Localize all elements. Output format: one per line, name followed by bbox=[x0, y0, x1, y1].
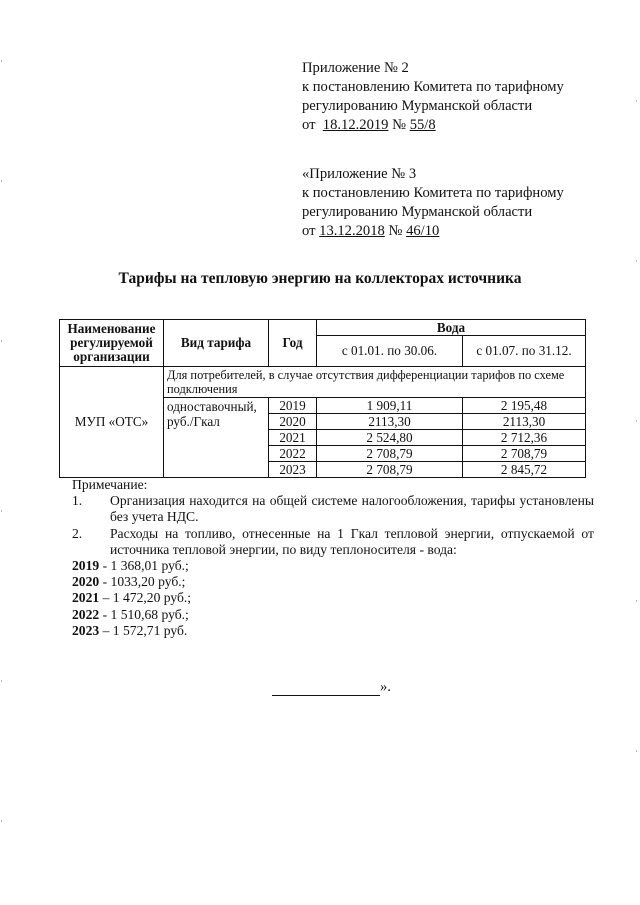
fuel-year: 2023 bbox=[72, 622, 100, 638]
note-number: 1. bbox=[72, 493, 83, 509]
header-water: Вода bbox=[317, 320, 586, 336]
row-year: 2020 bbox=[269, 414, 317, 430]
fuel-line bbox=[72, 558, 594, 574]
tariff-type: одноставочный, руб./Гкал bbox=[164, 398, 269, 478]
row-year: 2021 bbox=[269, 430, 317, 446]
header-period-1: с 01.01. по 30.06. bbox=[317, 336, 463, 367]
notes-heading: Примечание: bbox=[72, 477, 148, 492]
header-year: Год bbox=[269, 320, 317, 367]
fuel-sep: - bbox=[99, 574, 111, 590]
scan-margin-right bbox=[634, 40, 638, 860]
consumer-note: Для потребителей, в случае отсутствия дифференциации тарифов по схеме подключения bbox=[164, 367, 586, 398]
row-period-2: 2113,30 bbox=[463, 414, 586, 430]
appendix-3-header bbox=[302, 165, 564, 241]
fuel-sep: - bbox=[99, 558, 111, 574]
closing-signature-line bbox=[272, 679, 391, 696]
appendix-2-line3: регулированию Мурманской области bbox=[302, 98, 533, 114]
fuel-line bbox=[72, 607, 594, 623]
fuel-sep: – bbox=[99, 622, 113, 638]
blank-line bbox=[272, 681, 380, 696]
row-period-2: 2 708,79 bbox=[463, 446, 586, 462]
row-year: 2019 bbox=[269, 398, 317, 414]
number-sign: № bbox=[392, 117, 407, 133]
appendix-2-number: 55/8 bbox=[409, 117, 436, 133]
document-title: Тарифы на тепловую энергию на коллекторах источника bbox=[118, 270, 522, 287]
appendix-3-date: 13.12.2018 bbox=[319, 223, 385, 239]
appendix-2-title: Приложение № 2 bbox=[302, 60, 409, 76]
fuel-value: 1 368,01 руб.; bbox=[110, 558, 189, 574]
row-period-1: 2 708,79 bbox=[317, 446, 463, 462]
row-period-2: 2 195,48 bbox=[463, 398, 586, 414]
fuel-value: 1 510,68 руб.; bbox=[110, 606, 189, 622]
appendix-3-number: 46/10 bbox=[406, 223, 440, 239]
row-period-1: 2 708,79 bbox=[317, 462, 463, 478]
row-period-2: 2 845,72 bbox=[463, 462, 586, 478]
notes-section bbox=[72, 477, 594, 639]
row-period-1: 2113,30 bbox=[317, 414, 463, 430]
org-name: МУП «ОТС» bbox=[60, 367, 164, 478]
note-item bbox=[72, 526, 594, 558]
scan-margin-left bbox=[0, 40, 4, 860]
fuel-year: 2020 bbox=[72, 574, 100, 590]
appendix-2-date: 18.12.2019 bbox=[322, 117, 389, 133]
note-text: Организация находится на общей системе налогообложения, тарифы установлены без учета НДС. bbox=[110, 493, 594, 525]
appendix-3-date-line bbox=[302, 222, 564, 241]
number-sign: № bbox=[388, 223, 403, 239]
date-prefix: от bbox=[302, 117, 316, 133]
header-tariff-type: Вид тарифа bbox=[164, 320, 269, 367]
header-period-2: с 01.07. по 31.12. bbox=[463, 336, 586, 367]
tariffs-table bbox=[59, 319, 586, 478]
date-prefix: от bbox=[302, 223, 316, 239]
fuel-sep: - bbox=[99, 606, 111, 622]
note-item bbox=[72, 493, 594, 525]
row-year: 2023 bbox=[269, 462, 317, 478]
fuel-value: 1033,20 руб.; bbox=[110, 574, 186, 590]
fuel-year: 2019 bbox=[72, 558, 100, 574]
closing-quote: ». bbox=[380, 679, 391, 695]
fuel-line bbox=[72, 623, 594, 639]
row-year: 2022 bbox=[269, 446, 317, 462]
note-text: Расходы на топливо, отнесенные на 1 Гкал тепловой энергии, отпускаемой от источника тепловой энергии, по виду теплоносителя - вода: bbox=[110, 525, 594, 557]
fuel-value: 1 572,71 руб. bbox=[112, 622, 188, 638]
row-period-1: 2 524,80 bbox=[317, 430, 463, 446]
appendix-3-line2: к постановлению Комитета по тарифному bbox=[302, 185, 564, 201]
fuel-year: 2022 bbox=[72, 606, 100, 622]
note-number: 2. bbox=[72, 525, 83, 541]
row-period-2: 2 712,36 bbox=[463, 430, 586, 446]
fuel-year: 2021 bbox=[72, 590, 100, 606]
appendix-3-title: «Приложение № 3 bbox=[302, 166, 417, 182]
fuel-value: 1 472,20 руб.; bbox=[112, 590, 192, 606]
fuel-line bbox=[72, 590, 594, 606]
appendix-2-date-line bbox=[302, 116, 564, 135]
header-org: Наименование регулируемой организации bbox=[60, 320, 164, 367]
appendix-3-line3: регулированию Мурманской области bbox=[302, 204, 533, 220]
appendix-2-header bbox=[302, 59, 564, 135]
appendix-2-line2: к постановлению Комитета по тарифному bbox=[302, 79, 564, 95]
fuel-line bbox=[72, 574, 594, 590]
row-period-1: 1 909,11 bbox=[317, 398, 463, 414]
fuel-sep: – bbox=[99, 590, 113, 606]
